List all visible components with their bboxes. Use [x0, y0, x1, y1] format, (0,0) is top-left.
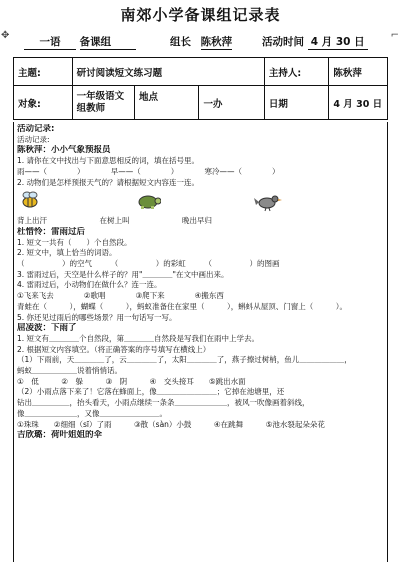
record-line: ①珠珠 ②细细（sī）了雨 ③散（sàn）小鼓 ④在跳舞 ⑤池水裂起朵朵花 [17, 419, 325, 429]
record-line: 1. 请你在文中找出与下面意思相反的词，填在括号里。 [17, 156, 200, 166]
topic-value: 研讨阅读短文练习题 [72, 58, 264, 86]
record-heading: 吉欣璐：荷叶姐姐的伞 [17, 430, 103, 441]
record-heading: 杜惜怜：雷雨过后 [17, 226, 86, 237]
leader-label: 组长 [170, 36, 191, 48]
record-line: ① 低 ② 躲 ③ 阴 ④ 交头接耳 ⑤跳出水面 [17, 376, 246, 386]
group-suffix: 备课组 [80, 34, 136, 50]
record-line: 蚂蚁＿＿＿＿＿＿说着悄悄话。 [17, 366, 122, 376]
record-line: 2. 动物们是怎样预报天气的？请根据短文内容连一连。 [17, 177, 200, 187]
date-value: 4 月 30 日 [329, 86, 388, 120]
group-field [24, 34, 136, 50]
record-line: 青蛙在（ ），蝴蝶（ ），蚂蚁准备住在家里（ ），蝌蚪从屋顶、门窗上（ ）。 [17, 301, 347, 311]
record-heading: 屈凌波：下雨了 [17, 323, 77, 334]
record-line: 背上出汗 在树上叫 晚出早归 [17, 216, 212, 226]
time-label: 活动时间 [262, 36, 304, 48]
place-label: 地点 [135, 86, 199, 120]
record-line: 1. 短文一共有（ ）个自然段。 [17, 237, 132, 247]
info-table [13, 57, 388, 120]
corner-mark-icon: ⌐ [390, 30, 399, 41]
leader-name: 陈秋萍 [200, 36, 233, 48]
time-field [262, 34, 368, 50]
leader-field [170, 34, 232, 50]
record-line: 雨——（ ） 早——（ ） 寒冷——（ ） [17, 166, 280, 176]
place-value: 一办 [199, 86, 264, 120]
time-value: 4 月 30 日 [308, 34, 368, 50]
record-line: 像＿＿＿＿＿＿＿，又像＿＿＿＿＿＿＿＿。 [17, 408, 167, 418]
date-label: 日期 [264, 86, 328, 120]
record-body [17, 124, 385, 441]
record-heading: 陈秋萍：小小气象预报员 [17, 145, 111, 156]
record-line: 钻出＿＿＿＿＿，抬头看天，小雨点继续一条条＿＿＿＿＿＿＿，被风一吹像画着斜线， [17, 398, 310, 408]
host-label: 主持人: [264, 58, 328, 86]
topic-label: 主题: [14, 58, 73, 86]
target-label: 对象: [14, 86, 73, 120]
record-line: 1. 短文有＿＿＿＿个自然段，第＿＿＿＿自然段是写我们在雨中上学去。 [17, 333, 260, 343]
animal-icons-row [17, 188, 385, 216]
record-line: 5. 你还见过雨后的哪些场景？用一句话写一写。 [17, 312, 177, 322]
record-line: 3. 雷雨过后，天空是什么样子的？用"＿＿＿＿"在文中画出来。 [17, 269, 229, 279]
record-lines [17, 135, 385, 441]
record-line: 活动记录: [17, 134, 50, 144]
target-value: 一年级语文组教师 [72, 86, 134, 120]
record-line: 2. 根据短文内容填空。（将正确答案的序号填写在横线上） [17, 344, 211, 354]
record-line: 2. 短文中，填上恰当的词语。 [17, 248, 117, 258]
record-section-title: 活动记录: [17, 124, 55, 134]
record-line: ①飞来飞去 ②歌唱 ③爬下来 ④搬东西 [17, 291, 224, 301]
record-line: （2）小雨点落下来了！它落在蜂面上，像＿＿＿＿＿＿＿＿；它掉在池塘里，还 [17, 387, 285, 397]
move-handle-icon[interactable]: ✥ [1, 30, 10, 41]
group-label: 一语 [24, 34, 76, 50]
bee-icon [19, 190, 41, 214]
host-value: 陈秋萍 [329, 58, 388, 86]
bird-icon [253, 190, 283, 216]
record-line: （ ）的空气 （ ）的彩虹 （ ）的图画 [17, 259, 280, 269]
record-line: 4. 雷雨过后，小动物们在做什么？连一连。 [17, 280, 162, 290]
turtle-icon [135, 190, 161, 214]
record-line: （1）下雨前，天＿＿＿＿了，云＿＿＿＿了，太阳＿＿＿＿了，燕子擦过树梢，鱼儿＿＿＿＿＿＿， [17, 355, 352, 365]
page-title: 南郊小学备课组记录表 [120, 6, 281, 24]
